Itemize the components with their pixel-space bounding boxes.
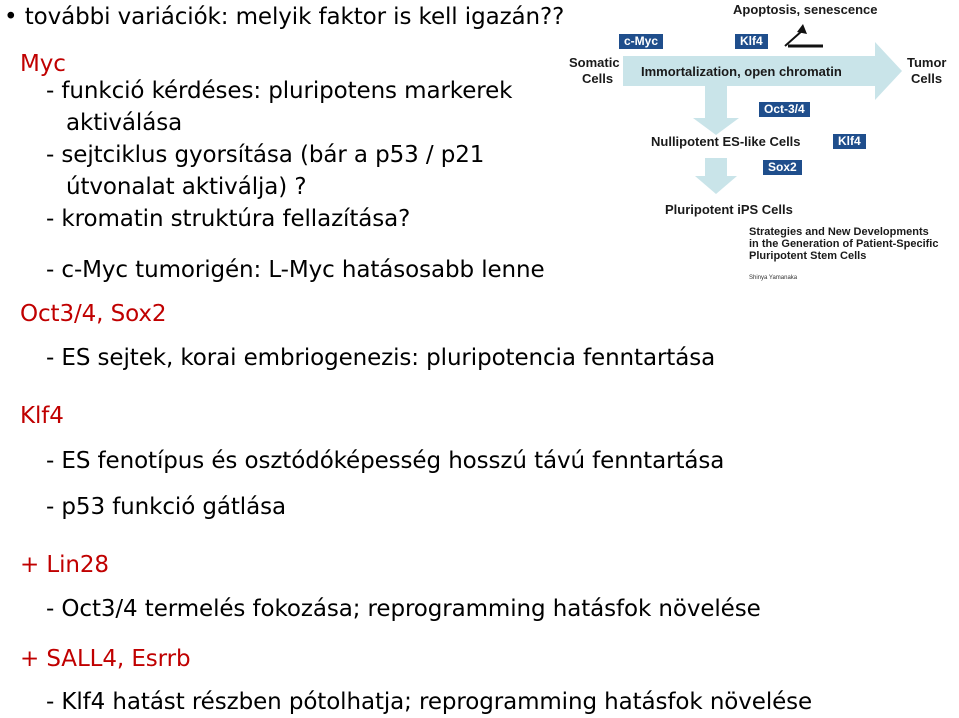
somatic-label-1: Somatic [569, 55, 620, 70]
badge-cmyc: c-Myc [619, 34, 663, 49]
immortalization-label: Immortalization, open chromatin [641, 64, 842, 79]
oct-sox-line-1: - ES sejtek, korai embriogenezis: pluripotencia fenntartása [46, 345, 716, 371]
badge-oct34: Oct-3/4 [759, 102, 810, 117]
badge-sox2: Sox2 [763, 160, 802, 175]
klf4-line-2: - p53 funkció gátlása [46, 494, 286, 520]
badge-klf4-top: Klf4 [735, 34, 768, 49]
myc-line-5: - kromatin struktúra fellazítása? [46, 206, 411, 232]
bullet-symbol: • [4, 4, 18, 30]
paper-title-1: Strategies and New Developments [749, 226, 929, 238]
paper-title-2: in the Generation of Patient-Specific [749, 238, 939, 250]
myc-line-6: - c-Myc tumorigén: L-Myc hatásosabb lenne [46, 257, 545, 283]
myc-heading: Myc [20, 51, 66, 77]
down-arrow [693, 86, 739, 135]
lin28-heading: + Lin28 [20, 552, 109, 578]
bullet-line [4, 4, 564, 30]
pluripotent-label: Pluripotent iPS Cells [665, 202, 793, 217]
badge-klf4-mid: Klf4 [833, 134, 866, 149]
somatic-label-2: Cells [582, 71, 614, 86]
myc-line-1: - funkció kérdéses: pluripotens markerek [46, 78, 513, 104]
sall4-heading: + SALL4, Esrrb [20, 646, 191, 672]
lin28-line-1: - Oct3/4 termelés fokozása; reprogramming hatásfok növelése [46, 596, 761, 622]
tumor-label-2: Cells [911, 71, 943, 86]
reprogramming-figure [565, 0, 959, 290]
curved-arrow-head [797, 24, 807, 34]
tumor-label-1: Tumor [907, 55, 947, 70]
myc-line-3: - sejtciklus gyorsítása (bár a p53 / p21 [46, 142, 485, 168]
paper-title-3: Pluripotent Stem Cells [749, 250, 867, 262]
sall4-line-1: - Klf4 hatást részben pótolhatja; reprogramming hatásfok növelése [46, 689, 813, 715]
klf4-heading: Klf4 [20, 403, 64, 429]
myc-line-2: aktiválása [66, 110, 183, 136]
oct-sox-heading: Oct3/4, Sox2 [20, 301, 167, 327]
bullet-text: további variációk: melyik faktor is kell igazán?? [24, 4, 565, 30]
nullipotent-label: Nullipotent ES-like Cells [651, 134, 801, 149]
paper-author: Shinya Yamanaka [749, 275, 798, 281]
klf4-line-1: - ES fenotípus és osztódóképesség hosszú távú fenntartása [46, 448, 725, 474]
apoptosis-label: Apoptosis, senescence [733, 2, 878, 17]
myc-line-4: útvonalat aktiválja) ? [66, 174, 307, 200]
down-arrow-2 [695, 158, 737, 194]
